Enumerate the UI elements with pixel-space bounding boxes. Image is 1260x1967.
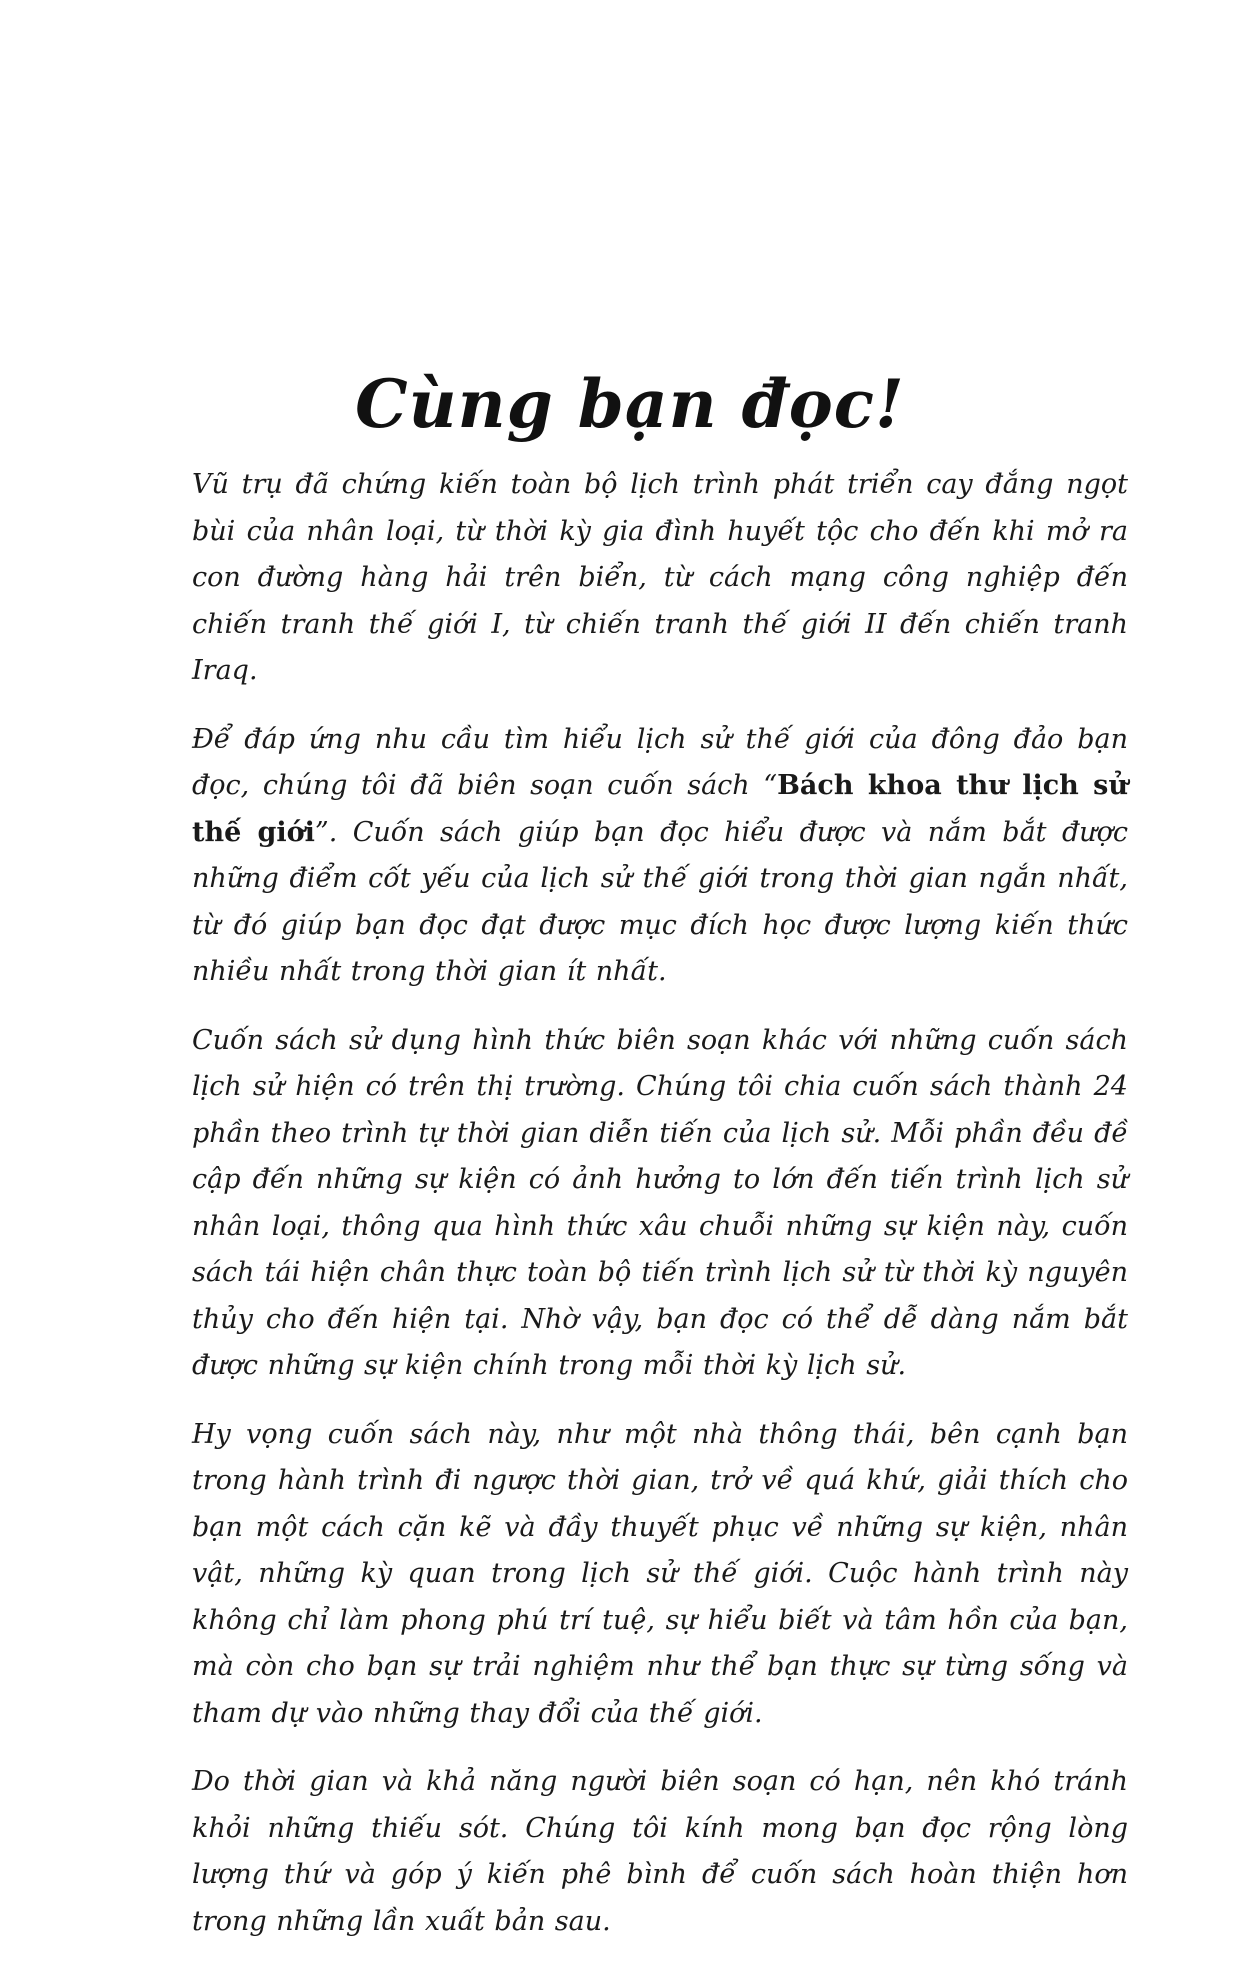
paragraph-3: Cuốn sách sử dụng hình thức biên soạn khác với những cuốn sách lịch sử hiện có trên thị trường. Chúng tôi chia cuốn sách thành 24 phần theo trình tự thời gian diễn tiến của lịch sử. Mỗi phần đều đề cập đến những sự kiện có ảnh hưởng to lớn đến tiến trình lịch sử nhân loại, thông qua hình thức xâu chuỗi những sự kiện này, cuốn sách tái hiện chân thực toàn bộ tiến trình lịch sử từ thời kỳ nguyên thủy cho đến hiện tại. Nhờ vậy, bạn đọc có thể dễ dàng nắm bắt được những sự kiện chính trong mỗi thời kỳ lịch sử. — [192, 1024, 1128, 1381]
paragraph-2 — [192, 717, 1128, 996]
body-text — [192, 462, 1128, 1967]
paragraph-1: Vũ trụ đã chứng kiến toàn bộ lịch trình phát triển cay đắng ngọt bùi của nhân loại, từ thời kỳ gia đình huyết tộc cho đến khi mở ra con đường hàng hải trên biển, từ cách mạng công nghiệp đến chiến tranh thế giới I, từ chiến tranh thế giới II đến chiến tranh Iraq. — [192, 469, 1128, 686]
page-title: Cùng bạn đọc! — [355, 365, 905, 444]
paragraph-2-rest: ”. Cuốn sách giúp bạn đọc hiểu được và nắm bắt được những điểm cốt yếu của lịch sử thế giới trong thời gian ngắn nhất, từ đó giúp bạn đọc đạt được mục đích học được lượng kiến thức nhiều nhất trong thời gian ít nhất. — [192, 816, 1128, 987]
book-title: Bách khoa thư lịch sử thế giới — [192, 770, 1129, 848]
paragraph-2-intro: Để đáp ứng nhu cầu tìm hiểu lịch sử thế giới của đông đảo bạn đọc, chúng tôi đã biên soạn cuốn sách “ — [192, 723, 1128, 801]
paragraph-5: Do thời gian và khả năng người biên soạn có hạn, nên khó tránh khỏi những thiếu sót. Chúng tôi kính mong bạn đọc rộng lòng lượng thứ và góp ý kiến phê bình để cuốn sách hoàn thiện hơn trong những lần xuất bản sau. — [192, 1766, 1128, 1937]
paragraph-4: Hy vọng cuốn sách này, như một nhà thông thái, bên cạnh bạn trong hành trình đi ngược thời gian, trở về quá khứ, giải thích cho bạn một cách cặn kẽ và đầy thuyết phục về những sự kiện, nhân vật, những kỳ quan trong lịch sử thế giới. Cuộc hành trình này không chỉ làm phong phú trí tuệ, sự hiểu biết và tâm hồn của bạn, mà còn cho bạn sự trải nghiệm như thể bạn thực sự từng sống và tham dự vào những thay đổi của thế giới. — [192, 1418, 1128, 1729]
